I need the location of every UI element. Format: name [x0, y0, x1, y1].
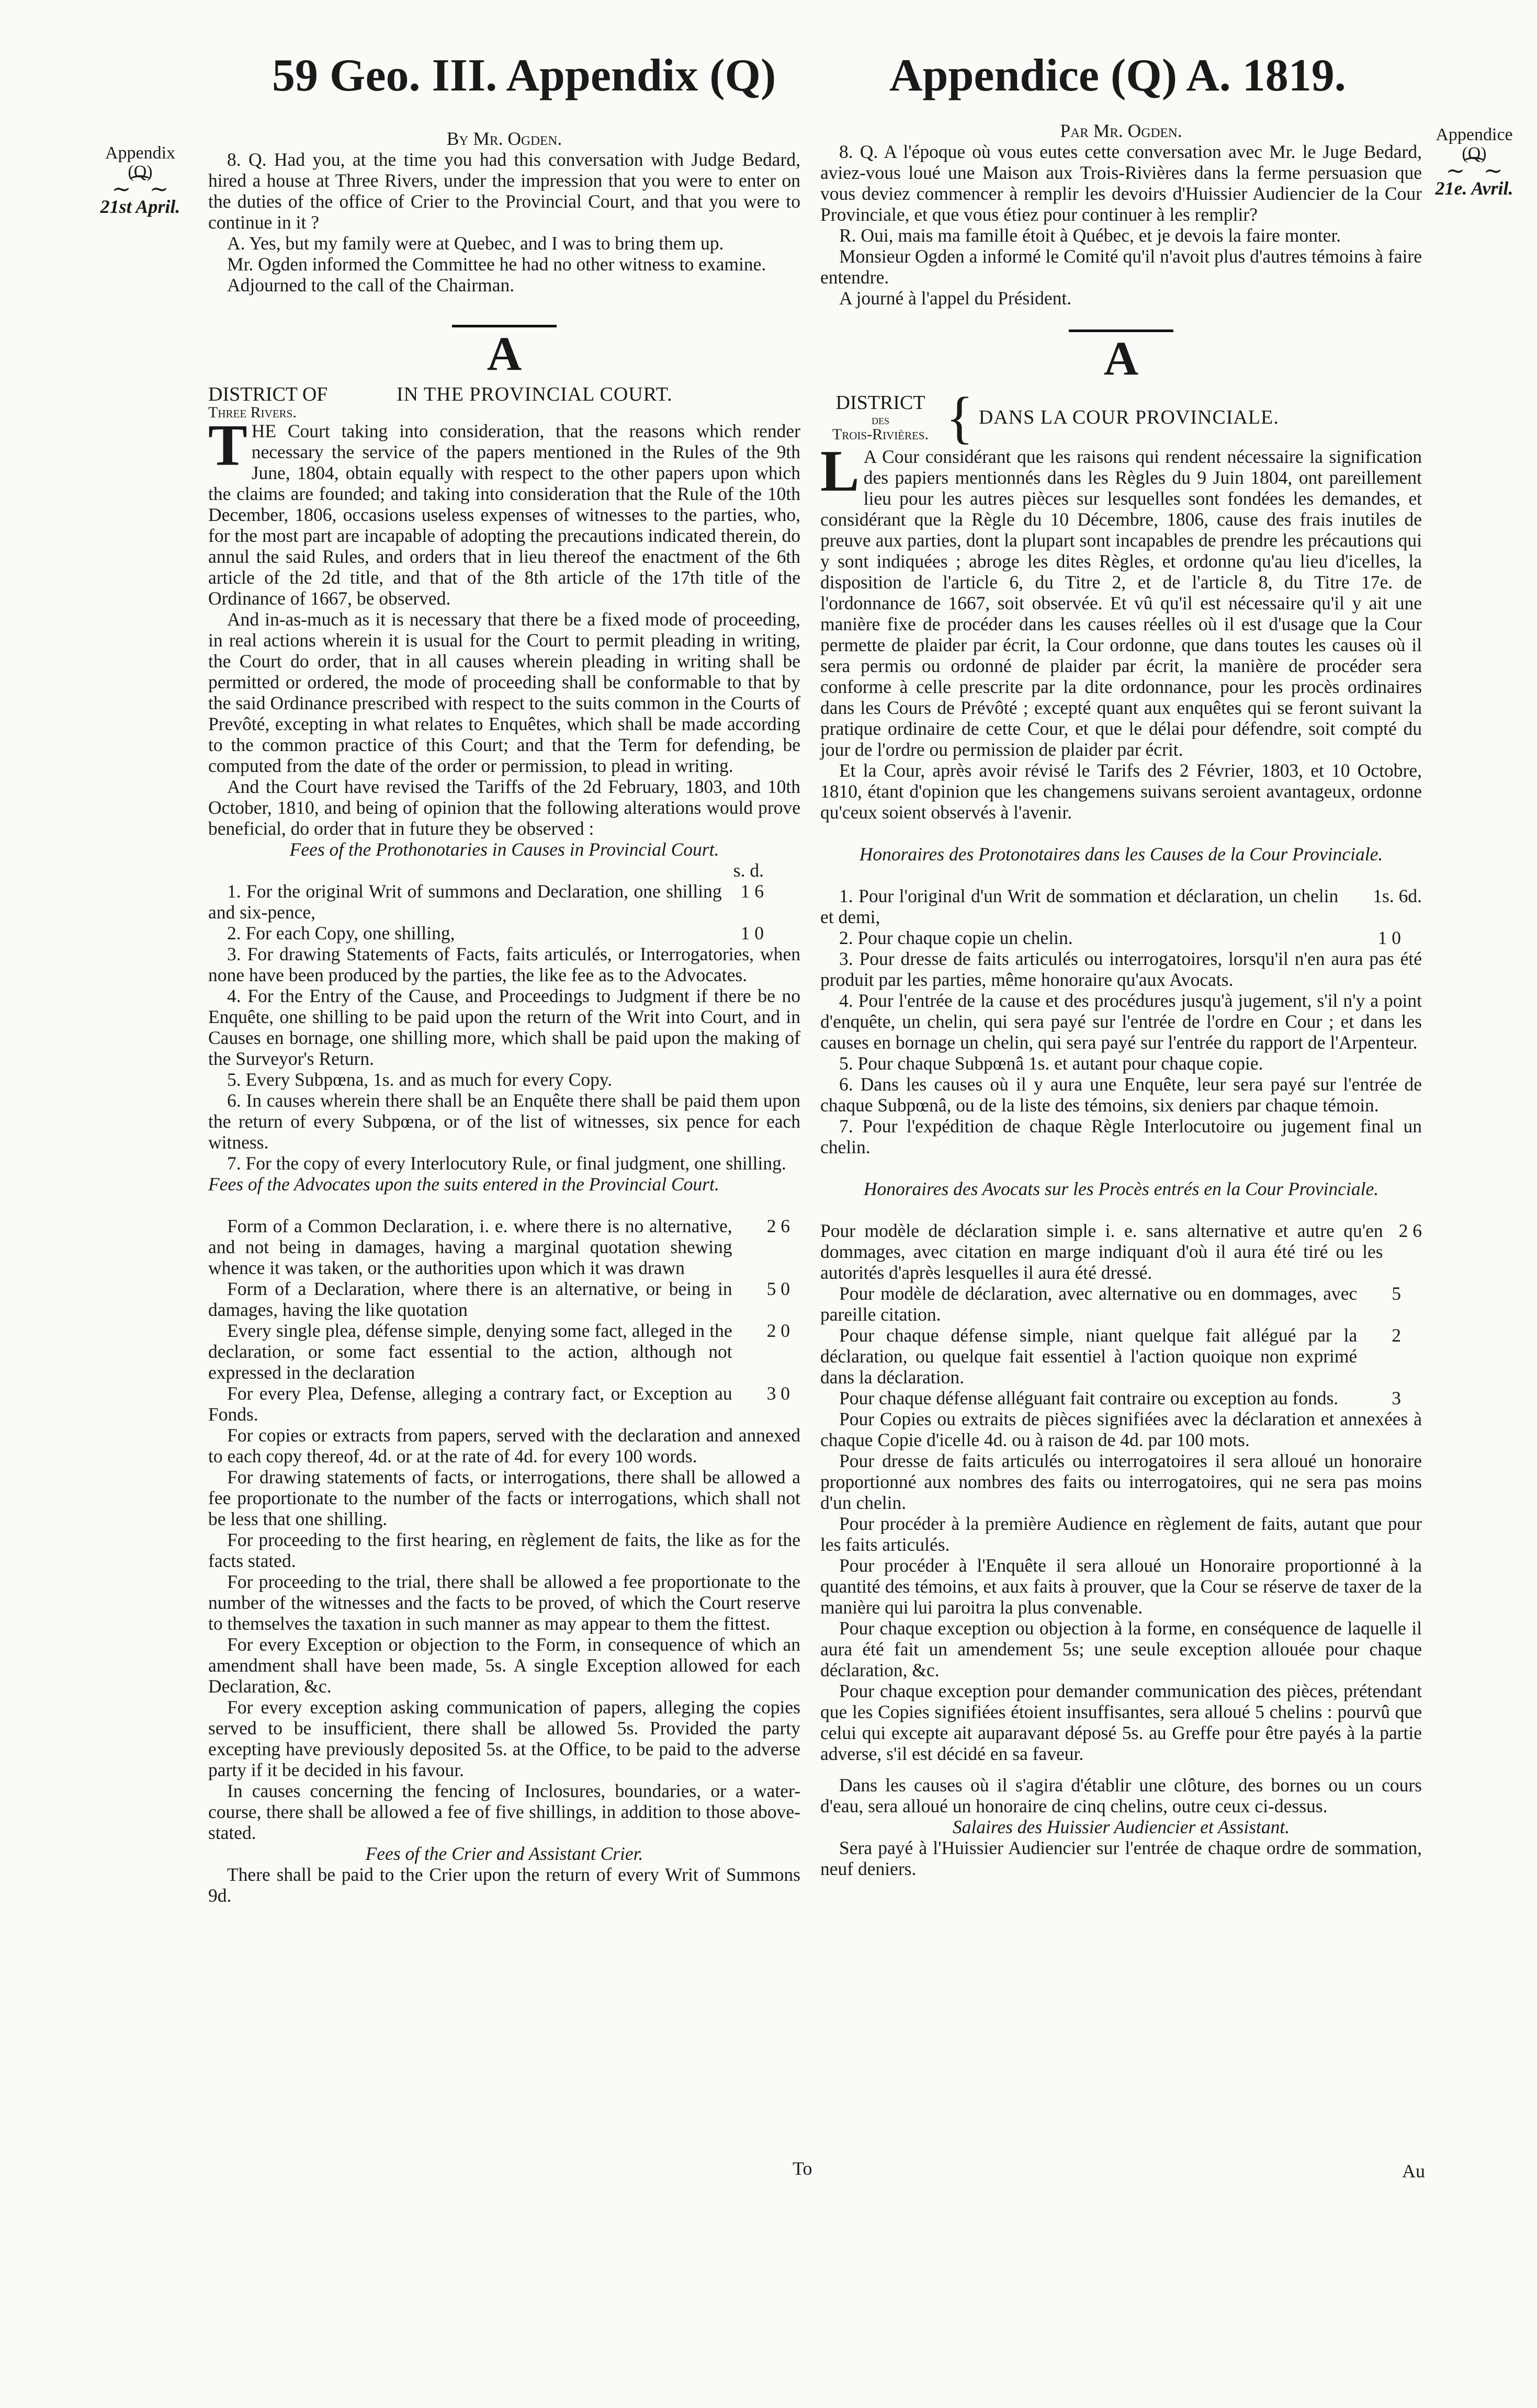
- crier-item-1-fr: Sera payé à l'Huissier Audiencier sur l'entrée de chaque ordre de sommation, neuf deniers.: [820, 1837, 1422, 1879]
- left-column: [208, 128, 800, 1906]
- adv-item-11-fr: Dans les causes où il s'agira d'établir une clôture, des bornes ou un cours d'eau, sera alloué un honoraire de cinq chelins, outre ceux ci-dessus.: [820, 1775, 1422, 1816]
- adv-item-1-fr-amount: 2 6: [1398, 1220, 1422, 1241]
- adjourned: Adjourned to the call of the Chairman.: [227, 275, 515, 296]
- adv-item-1-fr-text: Pour modèle de déclaration simple i. e. sans alternative et autre qu'en dommages, avec citation en marge indiquant d'où il aura été tiré ou les autorités d'après lesquelles il aura été dressé.: [820, 1220, 1383, 1283]
- court-heading: IN THE PROVINCIAL COURT.: [397, 383, 673, 405]
- fee-item-5: 5. Every Subpœna, 1s. and as much for every Copy.: [227, 1069, 613, 1090]
- margin-note-right: [1422, 126, 1527, 198]
- fee-item-2-fr-amount: 1 0: [1377, 927, 1401, 948]
- adv-item-2: [208, 1278, 800, 1320]
- swash-ornament-right: ∼⁀∼: [1445, 158, 1503, 184]
- district-name: Three Rivers.: [208, 404, 297, 421]
- question-8: 8. Q. Had you, at the time you had this conversation with Judge Bedard, hired a house at Three Rivers, under the impression that you were to enter on the duties of the office of Crier to the Provincial Court, and that you were to continue in it ?: [208, 149, 800, 233]
- adv-item-2-fr-text: Pour modèle de déclaration, avec alternative ou en dommages, avec pareille citation.: [820, 1283, 1358, 1325]
- fee-item-4: 4. For the Entry of the Cause, and Proceedings to Judgment if there be no Enquête, one shilling to be paid upon the return of the Writ into Court, and in Causes en bornage, one shilling more, which shall be paid upon the making of the Surveyor's Return.: [208, 985, 800, 1069]
- fees-crier-title: Fees of the Crier and Assistant Crier.: [365, 1843, 643, 1864]
- court-heading-fr: DANS LA COUR PROVINCIALE.: [978, 406, 1279, 428]
- adv-item-1: [208, 1216, 800, 1278]
- adv-item-2-amount: 5 0: [766, 1278, 790, 1299]
- section-letter: A: [487, 327, 522, 380]
- brace-ornament: {: [946, 385, 974, 449]
- margin-note-left-date: 21st April.: [100, 196, 180, 217]
- margin-note-right-date: 21e. Avril.: [1435, 178, 1513, 199]
- fee-item-6-fr: 6. Dans les causes où il y aura une Enquête, leur sera payé sur l'entrée de chaque Subpœnâ, ou de la liste des témoins, six deniers par chaque témoin.: [820, 1074, 1422, 1116]
- fees-prothonotaries-title-fr: Honoraires des Protonotaires dans les Causes de la Cour Provinciale.: [859, 844, 1383, 865]
- ogden-note-fr: Monsieur Ogden a informé le Comité qu'il n'avoit plus d'autres témoins à faire entendre.: [820, 246, 1422, 288]
- adv-item-1-amount: 2 6: [766, 1216, 790, 1236]
- adv-item-9-fr: Pour chaque exception ou objection à la forme, en conséquence de laquelle il aura été fait un amendement 5s; une seule exception allouée pour chaque déclaration, &c.: [820, 1618, 1422, 1680]
- adjourned-fr: A journé à l'appel du Président.: [839, 288, 1072, 309]
- sd-header: s. d.: [733, 860, 764, 881]
- adv-item-4-fr-text: Pour chaque défense alléguant fait contraire ou exception au fonds.: [839, 1388, 1339, 1409]
- running-head-left: 59 Geo. III. Appendix (Q): [272, 50, 776, 101]
- adv-item-3-fr-text: Pour chaque défense simple, niant quelque fait allégué par la déclaration, ou quelque fait essentiel à l'action quoique non exprimé dans la déclaration.: [820, 1325, 1358, 1388]
- fees-advocates-title-fr: Honoraires des Avocats sur les Procès entrés en la Cour Provinciale.: [863, 1178, 1379, 1199]
- fee-item-1-text: 1. For the original Writ of summons and Declaration, one shilling and six-pence,: [208, 881, 722, 923]
- fee-item-7: 7. For the copy of every Interlocutory Rule, or final judgment, one shilling.: [227, 1153, 786, 1174]
- running-head-right: Appendice (Q) A. 1819.: [889, 50, 1346, 101]
- catchword-left: To: [793, 2158, 812, 2179]
- adv-item-4-amount: 3 0: [766, 1383, 790, 1404]
- adv-item-8: For proceeding to the trial, there shall be allowed a fee proportionate to the number of the witnesses and the facts to be proved, of which the Court reserve to themselves the taxation in such manner as may appear to them the fittest.: [208, 1571, 800, 1634]
- margin-note-left-line2: (Q): [128, 162, 153, 181]
- fee-item-4-fr: 4. Pour l'entrée de la cause et des procédures jusqu'à jugement, s'il n'y a point d'enquête, un chelin, qui sera payé sur l'entrée de l'ordre en Cour ; et dans les causes en bornage un chelin, qui sera payé sur l'entrée du rapport de l'Arpenteur.: [820, 990, 1422, 1053]
- fee-item-2-amount: 1 0: [740, 923, 764, 944]
- margin-note-right-line1: Appendice: [1436, 125, 1513, 144]
- adv-item-5-fr: Pour Copies ou extraits de pièces signifiées avec la déclaration et annexées à chaque Copie d'icelle 4d. ou à raison de 4d. par 100 mots.: [820, 1409, 1422, 1450]
- margin-note-left: [88, 144, 193, 216]
- adv-item-4-text: For every Plea, Defense, alleging a contrary fact, or Exception au Fonds.: [208, 1383, 732, 1425]
- fee-item-7-fr: 7. Pour l'expédition de chaque Règle Interlocutoire ou jugement final un chelin.: [820, 1116, 1422, 1157]
- adv-item-9: For every Exception or objection to the Form, in consequence of which an amendment shall have been made, 5s. A single Exception allowed for each Declaration, &c.: [208, 1634, 800, 1697]
- paragraph-1: HE Court taking into consideration, that the reasons which render necessary the service of the papers mentioned in the Rules of the 9th June, 1804, obtain equally with respect to the other papers upon which the claims are founded; and taking into consideration that the Rule of the 10th December, 1806, occasions useless expenses of witnesses to the parties, who, for the most part are incapable of adopting the precautions indicated therein, do annul the said Rules, and orders that in lieu thereof the enactment of the 6th article of the 2d title, and that of the 8th article of the 17th title of the Ordinance of 1667, be observed.: [208, 421, 800, 609]
- drop-cap-fr: L: [820, 439, 860, 504]
- fees-crier-title-fr: Salaires des Huissier Audiencier et Assistant.: [952, 1816, 1290, 1837]
- fee-item-5-fr: 5. Pour chaque Subpœnâ 1s. et autant pour chaque copie.: [839, 1053, 1263, 1074]
- adv-item-6: For drawing statements of facts, or interrogations, there shall be allowed a fee proportionate to the number of the facts or interrogations, which shall not be less that one shilling.: [208, 1467, 800, 1529]
- fee-item-1-fr-text: 1. Pour l'original d'un Writ de sommation et déclaration, un chelin et demi,: [820, 885, 1339, 927]
- adv-item-3-fr-amount: 2: [1392, 1325, 1401, 1346]
- crier-item-1: There shall be paid to the Crier upon the return of every Writ of Summons 9d.: [208, 1864, 800, 1906]
- paragraph-1-fr: A Cour considérant que les raisons qui rendent nécessaire la signification des papiers mentionnés dans les Règles du 9 Juin 1804, ont pareillement lieu pour les autres pièces sur lesquelles sont fondées les demandes, et considérant que la Règle du 10 Décembre, 1806, cause des frais inutiles de preuve aux parties, dont la plupart sont incapables de prendre les précautions qui y sont indiquées ; abroge les dites Règles, et ordonne qu'au lieu d'icelles, la disposition de l'article 6, du Titre 2, et de l'article 8, du Titre 17e. de l'ordonnance de 1667, soit observée. Et vû qu'il est nécessaire qu'il y ait une manière fixe de procéder dans les causes réelles où il est d'usage que la Cour permette de plaider par écrit, la Cour ordonne, que dans toutes les causes où il sera permis ou ordonné de plaider par écrit, la manière de procéder sera conforme à celle prescrite par la dite ordonnance, pour les procès ordinaires dans les Cours de Prévôté ; excepté quant aux enquêtes qui se feront suivant la pratique ordinaire de cette Cour, et que le délai pour défendre, soit compté du jour de l'ordre ou permission de plaider par écrit.: [820, 446, 1422, 760]
- answer-8: A. Yes, but my family were at Quebec, and I was to bring them up.: [227, 233, 724, 254]
- fee-item-2-fr-text: 2. Pour chaque copie un chelin.: [839, 927, 1073, 948]
- adv-item-4-fr-amount: 3: [1392, 1388, 1401, 1409]
- adv-item-4: [208, 1383, 800, 1425]
- adv-item-10-fr: Pour chaque exception pour demander communication des pièces, prétendant que les Copies signifiées étoient insuffisantes, sera alloué 5 chelins : pourvû que celui qui excepte ait auparavant déposé 5s. au Greffe pour être payés à la partie adverse, s'il est décidé en sa faveur.: [820, 1680, 1422, 1764]
- witness-by: By Mr. Ogden.: [446, 128, 562, 149]
- fee-item-1-fr-amount: 1s. 6d.: [1373, 885, 1422, 906]
- margin-note-left-line1: Appendix: [105, 143, 176, 163]
- adv-item-8-fr: Pour procéder à l'Enquête il sera alloué un Honoraire proportionné à la quantité des témoins, et aux faits à prouver, que la Cour se réserve de taxer de la manière qui lui paroitra la plus convenable.: [820, 1555, 1422, 1618]
- adv-item-7: For proceeding to the first hearing, en règlement de faits, the like as for the facts stated.: [208, 1529, 800, 1571]
- adv-item-3-text: Every single plea, défense simple, denying some fact, alleged in the declaration, or some fact essential to the action, although not expressed in the declaration: [208, 1320, 732, 1383]
- paragraph-2: And in-as-much as it is necessary that there be a fixed mode of proceeding, in real actions wherein it is usual for the Court to permit pleading in writing, the Court do order, that in all causes wherein pleading in writing shall be permitted or ordered, the mode of proceeding shall be conformable to that by the said Ordinance prescribed with respect to the suits common in the Courts of Prevôté, excepting in what relates to Enquêtes, which shall be made according to the common practice of this Court; and that the Term for defending, be computed from the date of the order or permission, to plead in writing.: [208, 609, 800, 776]
- fee-item-2-fr: [820, 927, 1422, 948]
- adv-item-1-fr: [820, 1220, 1422, 1283]
- fee-item-3-fr: 3. Pour dresse de faits articulés ou interrogatoires, lorsqu'il n'en aura pas été produit par les parties, même honoraire qu'aux Avocats.: [820, 948, 1422, 990]
- adv-item-1-text: Form of a Common Declaration, i. e. where there is no alternative, and not being in damages, having a marginal quotation shewing whence it was taken, or the authorities upon which it was drawn: [208, 1216, 732, 1278]
- adv-item-10: For every exception asking communication of papers, alleging the copies served to be insufficient, there shall be allowed 5s. Provided the party excepting have previously deposited 5s. at the Office, to be paid to the adverse party if it be decided in his favour.: [208, 1697, 800, 1780]
- fee-item-1-fr: [820, 885, 1422, 927]
- catchword-right: Au: [1402, 2161, 1425, 2182]
- drop-cap: T: [208, 413, 247, 478]
- witness-by-fr: Par Mr. Ogden.: [1060, 120, 1182, 141]
- adv-item-2-text: Form of a Declaration, where there is an alternative, or being in damages, having the like quotation: [208, 1278, 732, 1320]
- fee-item-2: [208, 923, 800, 944]
- fee-item-1-amount: 1 6: [740, 881, 764, 902]
- adv-item-3-amount: 2 0: [766, 1320, 790, 1341]
- adv-item-3-fr: [820, 1325, 1422, 1388]
- right-column: [820, 120, 1422, 1879]
- adv-item-6-fr: Pour dresse de faits articulés ou interrogatoires il sera alloué un honoraire proportionné aux nombres des faits ou interrogatoires, qui ne sera pas moins d'un chelin.: [820, 1450, 1422, 1513]
- district-label-fr: DISTRICT: [835, 392, 925, 414]
- fee-item-3: 3. For drawing Statements of Facts, faits articulés, or Interrogatories, when none have been produced by the parties, the like fee as to the Advocates.: [208, 944, 800, 985]
- paragraph-3: And the Court have revised the Tariffs of the 2d February, 1803, and 10th October, 1810, and being of opinion that the following alterations would prove beneficial, do order that in future they be observed :: [208, 776, 800, 839]
- margin-note-right-line2: (Q): [1462, 144, 1487, 163]
- section-letter-fr: A: [1103, 332, 1139, 385]
- answer-8-fr: R. Oui, mais ma famille étoit à Québec, et je devois la faire monter.: [839, 225, 1341, 246]
- paragraph-2-fr: Et la Cour, après avoir révisé le Tarifs des 2 Février, 1803, et 10 Octobre, 1810, étant d'opinion que les changemens suivans seroient avantageux, ordonne qu'ceux soient observés à l'avenir.: [820, 760, 1422, 823]
- fees-prothonotaries-title: Fees of the Prothonotaries in Causes in Provincial Court.: [289, 839, 719, 860]
- district-name-fr: Trois-Rivières.: [832, 426, 929, 443]
- adv-item-7-fr: Pour procéder à la première Audience en règlement de faits, autant que pour les faits articulés.: [820, 1513, 1422, 1555]
- adv-item-2-fr: [820, 1283, 1422, 1325]
- district-des-fr: des: [871, 412, 889, 427]
- fee-item-2-text: 2. For each Copy, one shilling,: [227, 923, 455, 944]
- fees-advocates-title: Fees of the Advocates upon the suits entered in the Provincial Court.: [208, 1174, 719, 1195]
- fee-item-1: [208, 881, 800, 923]
- swash-ornament-left: ∼⁀∼: [111, 176, 169, 202]
- adv-item-2-fr-amount: 5: [1392, 1283, 1401, 1304]
- ogden-note: Mr. Ogden informed the Committee he had no other witness to examine.: [227, 254, 766, 275]
- adv-item-4-fr: [820, 1388, 1422, 1409]
- adv-item-11: In causes concerning the fencing of Inclosures, boundaries, or a water-course, there shall be allowed a fee of five shillings, in addition to those above-stated.: [208, 1780, 800, 1843]
- district-label: DISTRICT OF: [208, 383, 328, 405]
- question-8-fr: 8. Q. A l'époque où vous eutes cette conversation avec Mr. le Juge Bedard, aviez-vous loué une Maison aux Trois-Rivières dans la ferme persuasion que vous deviez commencer à remplir les devoirs d'Huissier Audiencier de la Cour Provinciale, et que vous étiez pour continuer à les remplir?: [820, 141, 1422, 225]
- adv-item-3: [208, 1320, 800, 1383]
- adv-item-5: For copies or extracts from papers, served with the declaration and annexed to each copy thereof, 4d. or at the rate of 4d. for every 100 words.: [208, 1425, 800, 1467]
- fee-item-6: 6. In causes wherein there shall be an Enquête there shall be paid them upon the return of every Subpœna, or of the list of witnesses, six pence for each witness.: [208, 1090, 800, 1153]
